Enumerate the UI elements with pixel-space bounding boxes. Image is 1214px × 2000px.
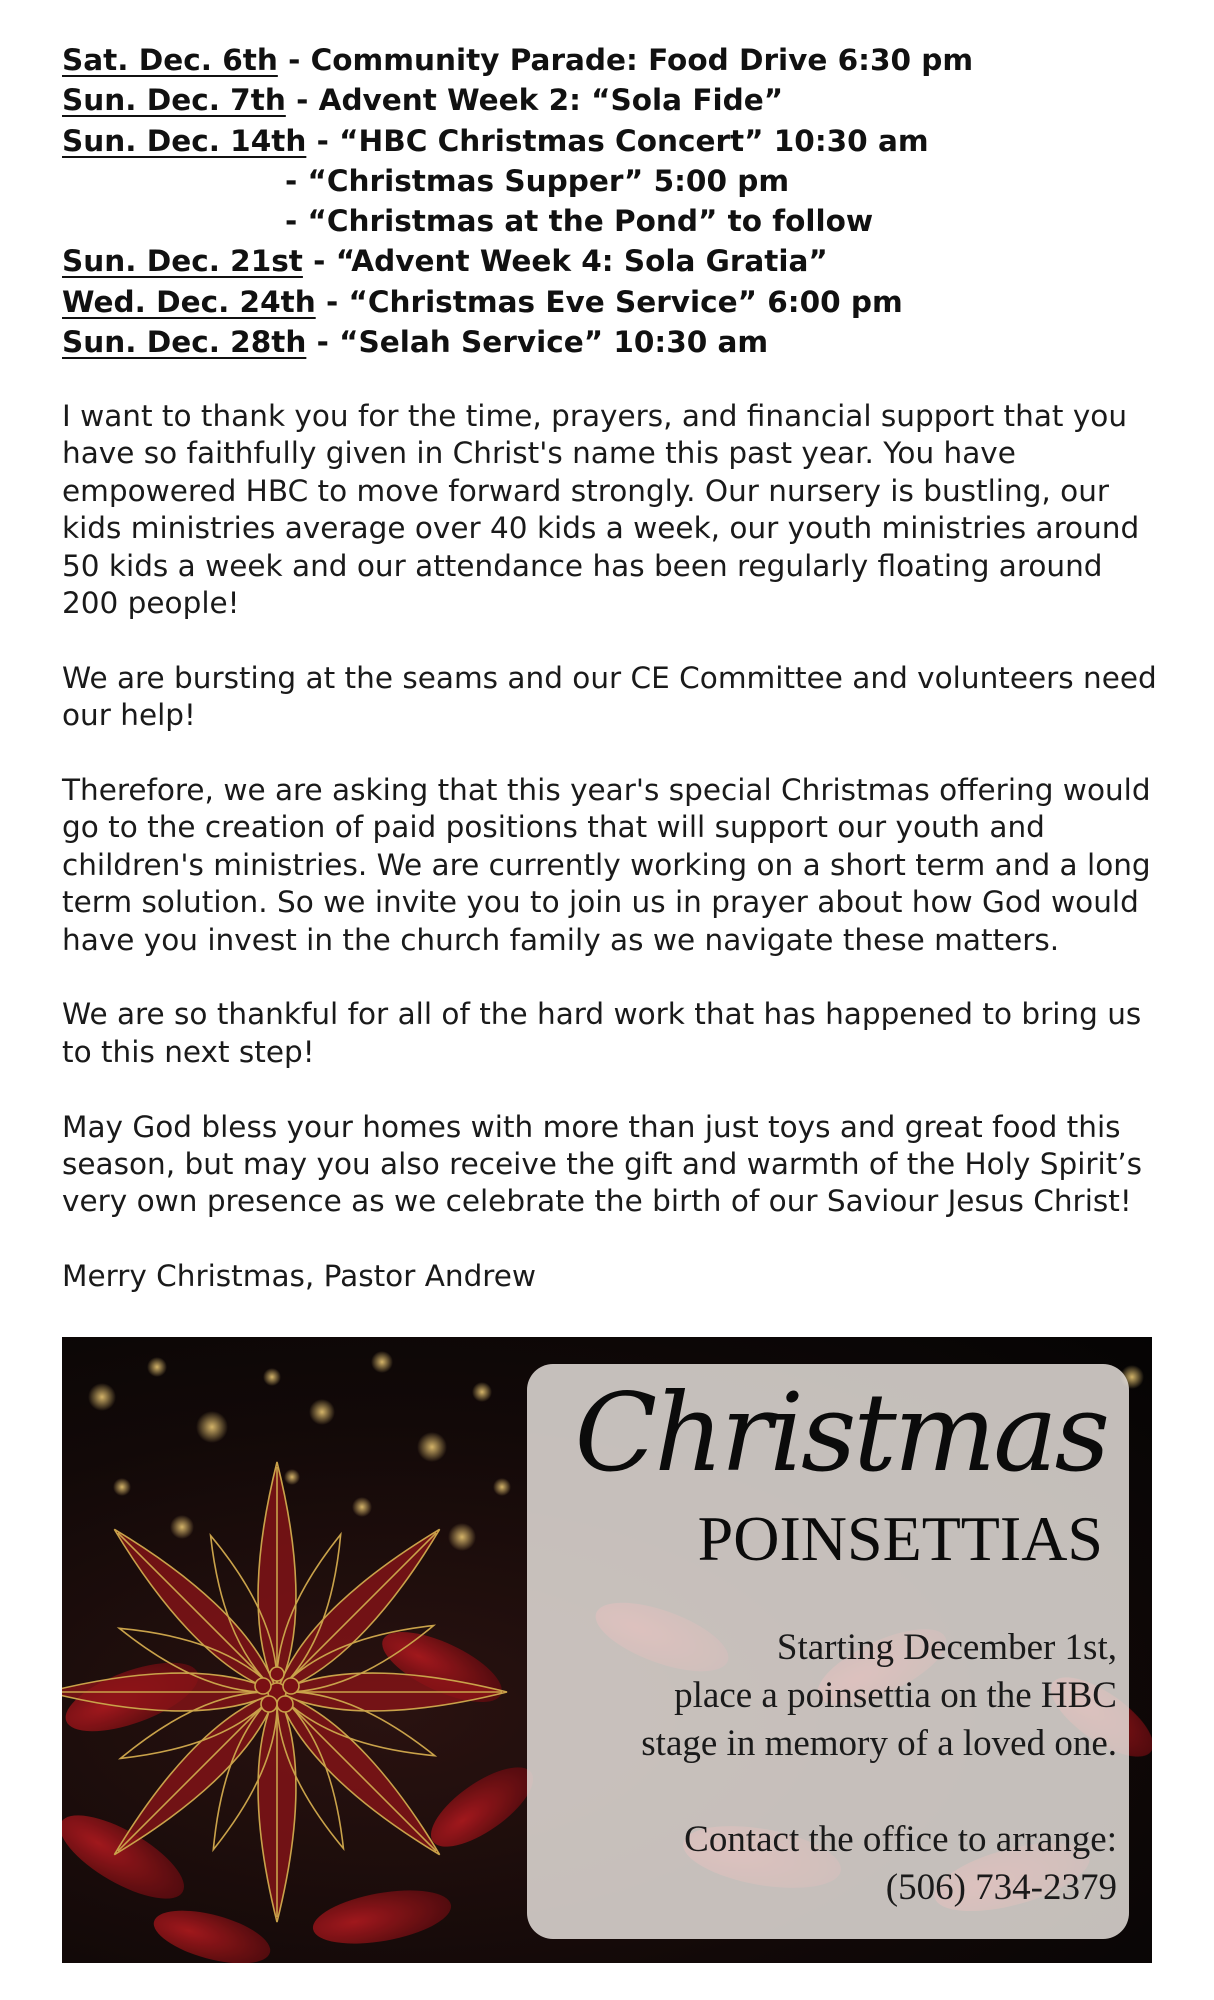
banner-heading: POINSETTIAS (697, 1503, 1103, 1574)
poinsettia-banner (62, 1337, 1152, 1963)
event-line (62, 282, 1162, 322)
event-date: Sun. Dec. 14th (62, 123, 307, 158)
event-description: - “Christmas Supper” 5:00 pm (285, 163, 790, 198)
event-schedule (62, 40, 1162, 362)
letter-paragraph: Therefore, we are asking that this year's special Christmas offering would go to the creation of paid positions that will support our youth and children's ministries. We are currently working on a short term and a long term solution. So we invite you to join us in prayer about how God would have you invest in the church family as we navigate these matters. (62, 773, 1151, 957)
pastor-letter (62, 398, 1162, 1333)
event-description: - Community Parade: Food Drive 6:30 pm (277, 43, 974, 77)
event-date: Sun. Dec. 21st (62, 244, 303, 279)
event-description: - “Christmas Eve Service” 6:00 pm (315, 284, 903, 319)
event-line-continuation (62, 201, 1162, 241)
event-description: - Advent Week 2: “Sola Fide” (285, 83, 784, 118)
event-date: Sun. Dec. 7th (62, 83, 286, 118)
letter-paragraph: May God bless your homes with more than just toys and great food this season, but may you also receive the gift and warmth of the Holy Spirit’s very own presence as we celebrate the birth of our Saviour Jesus Christ! (62, 1109, 1143, 1219)
event-line (62, 121, 1162, 161)
info-line: place a poinsettia on the HBC (674, 1675, 1117, 1716)
event-description: - “Advent Week 4: Sola Gratia” (302, 244, 828, 279)
event-date: Sat. Dec. 6th (62, 43, 278, 77)
event-line (62, 322, 1162, 362)
banner-info (641, 1624, 1117, 1912)
letter-paragraph: I want to thank you for the time, prayers, and financial support that you have so faithfully given in Christ's name this past year. You have empowered HBC to move forward strongly. Our nursery is bustling, our kids ministries average over 40 kids a week, our youth ministries around 50 kids a week and our attendance has been regularly floating around 200 people! (62, 399, 1140, 621)
banner-script-title: Christmas (574, 1371, 1107, 1496)
info-line: stage in memory of a loved one. (641, 1723, 1117, 1764)
event-description: - “Selah Service” 10:30 am (306, 325, 769, 360)
event-description: - “HBC Christmas Concert” 10:30 am (306, 123, 929, 158)
event-line-continuation (62, 161, 1162, 201)
letter-paragraph: We are bursting at the seams and our CE Committee and volunteers need our help! (62, 660, 1157, 733)
event-date: Wed. Dec. 24th (62, 284, 316, 319)
letter-paragraph: We are so thankful for all of the hard work that has happened to bring us to this next step! (62, 997, 1142, 1069)
contact-line: Contact the office to arrange: (684, 1819, 1117, 1860)
event-line (62, 241, 1162, 281)
event-line (62, 40, 1162, 80)
letter-signoff: Merry Christmas, Pastor Andrew (62, 1259, 537, 1294)
event-line (62, 80, 1162, 120)
event-description: - “Christmas at the Pond” to follow (285, 204, 874, 239)
event-date: Sun. Dec. 28th (62, 325, 307, 360)
info-line: Starting December 1st, (776, 1627, 1117, 1668)
poinsettia-info-card (527, 1364, 1129, 1939)
contact-phone: (506) 734-2379 (885, 1867, 1117, 1908)
